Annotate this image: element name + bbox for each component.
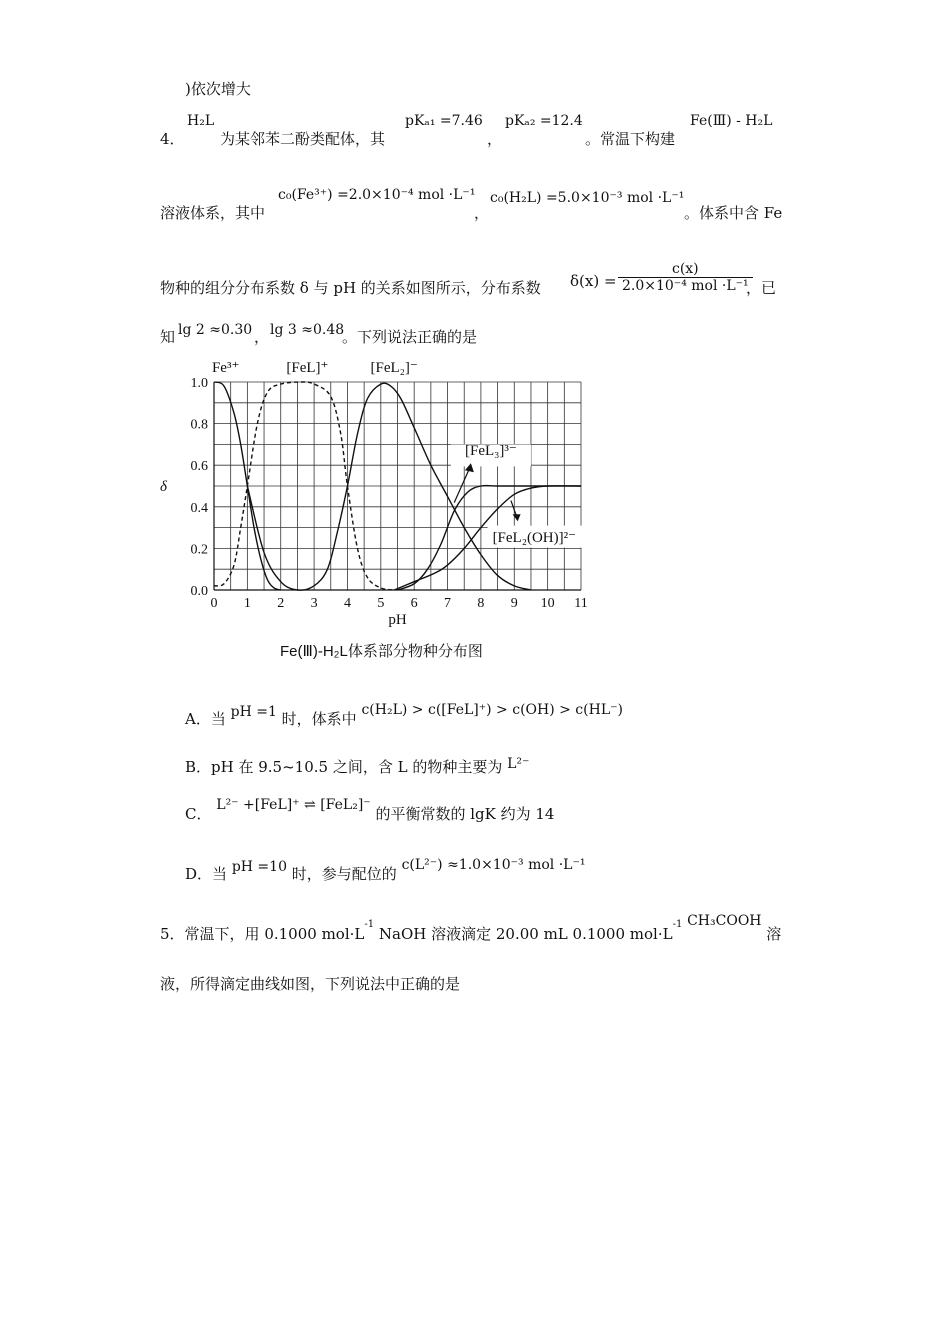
q4-line2-text: 溶液体系，其中 xyxy=(160,204,266,222)
x-tick-label: 3 xyxy=(310,596,318,611)
option-b xyxy=(185,756,529,777)
q4-line2-comma: ， xyxy=(474,204,490,222)
option-a xyxy=(185,702,623,729)
x-tick-label: 1 xyxy=(243,596,251,611)
distribution-chart xyxy=(150,350,610,640)
chart-labels xyxy=(212,360,584,548)
option-b-label: B．pH 在 9.5~10.5 之间，含 L 的物种主要为 xyxy=(185,758,503,776)
x-tick-label: 9 xyxy=(510,596,518,611)
x-tick-label: 5 xyxy=(377,596,385,611)
q4-line4-text: 知 xyxy=(160,328,176,346)
q4-line2-text2: 。体系中含 Fe xyxy=(684,204,783,222)
y-tick-label: 0.6 xyxy=(190,459,208,475)
q4-ligand-formula: H₂L xyxy=(187,113,215,129)
y-tick-label: 1.0 xyxy=(190,376,208,391)
q4-line1-text: 为某邻苯二酚类配体，其 xyxy=(220,130,386,148)
label-fel: [FeL]⁺ xyxy=(286,360,329,376)
x-tick-label: 6 xyxy=(410,596,418,611)
fraction-numerator: c(x) xyxy=(618,261,753,278)
option-c-expression: L²⁻ +[FeL]⁺ ⇌ [FeL₂]⁻ xyxy=(216,797,371,813)
q4-delta-lhs: δ(x) = xyxy=(570,272,617,290)
q4-fe-concentration: c₀(Fe³⁺) =2.0×10⁻⁴ mol ·L⁻¹ xyxy=(278,187,476,203)
y-tick-label: 0.2 xyxy=(190,542,208,558)
y-tick-label: 0.0 xyxy=(190,584,208,599)
q5-unit-sup-2: -1 xyxy=(672,919,683,930)
y-tick-label: 0.4 xyxy=(190,500,208,516)
q4-line4-comma: ， xyxy=(254,328,270,346)
q4-system-label: Fe(Ⅲ) - H₂L xyxy=(690,113,773,129)
option-d-text: 时，参与配位的 xyxy=(291,865,397,883)
x-tick-label: 7 xyxy=(444,596,452,611)
q5-line1-text: 常温下，用 0.1000 mol·L xyxy=(184,925,365,943)
q5-line1-text3: 溶 xyxy=(766,925,782,943)
option-a-expression: c(H₂L) > c([FeL]⁺) > c(OH) > c(HL⁻) xyxy=(361,702,623,718)
option-d xyxy=(185,857,586,884)
y-tick-label: 0.8 xyxy=(190,417,208,433)
q4-pka1: pKₐ₁ =7.46 xyxy=(405,113,483,129)
x-tick-label: 11 xyxy=(574,596,588,611)
q5-line1 xyxy=(160,913,782,944)
x-tick-label: 10 xyxy=(540,596,555,611)
q4-number: 4． xyxy=(160,130,185,148)
q5-line2: 液，所得滴定曲线如图，下列说法中正确的是 xyxy=(160,975,461,993)
q4-line4-text2: 。下列说法正确的是 xyxy=(342,328,478,346)
option-c-text: 的平衡常数的 lgK 约为 14 xyxy=(375,805,555,823)
q4-line1-text2: 。常温下构建 xyxy=(585,130,676,148)
arrowhead-fel2oh xyxy=(513,514,521,521)
option-c-label: C． xyxy=(185,805,212,823)
x-tick-label: 4 xyxy=(343,596,351,611)
q4-delta-fraction xyxy=(618,261,753,294)
option-b-expression: L²⁻ xyxy=(507,756,530,772)
option-c xyxy=(185,797,555,824)
label-fel3: [FeL₃]³⁻ xyxy=(465,442,517,459)
q4-lg3: lg 3 ≈0.48 xyxy=(270,322,345,338)
q4-h2l-concentration: c₀(H₂L) =5.0×10⁻³ mol ·L⁻¹ xyxy=(490,190,685,206)
chart-axes xyxy=(160,376,588,628)
q5-unit-sup-1: -1 xyxy=(364,919,375,930)
q4-pka2: pKₐ₂ =12.4 xyxy=(505,113,583,129)
q4-line1-comma: ， xyxy=(487,130,503,148)
q5-acetic-acid: CH₃COOH xyxy=(687,913,762,929)
x-tick-label: 8 xyxy=(477,596,485,611)
q5-line1-text2: NaOH 溶液滴定 20.00 mL 0.1000 mol·L xyxy=(374,925,673,943)
option-d-expression: c(L²⁻) ≈1.0×10⁻³ mol ·L⁻¹ xyxy=(401,857,586,873)
label-fel2: [FeL₂]⁻ xyxy=(370,360,418,376)
text-line-0: )依次增大 xyxy=(185,80,251,98)
option-d-label: D．当 xyxy=(185,865,228,883)
x-axis-label: pH xyxy=(388,612,407,628)
fraction-denominator: 2.0×10⁻⁴ mol ·L⁻¹ xyxy=(622,278,749,294)
q5-number: 5． xyxy=(160,925,185,943)
option-a-label: A．当 xyxy=(185,710,226,728)
option-d-condition: pH =10 xyxy=(231,859,287,875)
q4-line3-text2: ，已 xyxy=(746,279,777,297)
chart-caption: Fe(Ⅲ)-H₂L体系部分物种分布图 xyxy=(280,643,483,660)
q4-line3-text: 物种的组分分布系数 δ 与 pH 的关系如图所示，分布系数 xyxy=(160,279,541,297)
q4-lg2: lg 2 ≈0.30 xyxy=(178,322,253,338)
x-tick-label: 2 xyxy=(277,596,285,611)
x-tick-label: 0 xyxy=(210,596,218,611)
series-line xyxy=(247,383,531,590)
option-a-text: 时，体系中 xyxy=(281,710,357,728)
label-fel2oh: [FeL₂(OH)]²⁻ xyxy=(492,530,577,547)
y-axis-label: δ xyxy=(160,479,167,495)
label-fe3: Fe³⁺ xyxy=(211,360,240,376)
option-a-condition: pH =1 xyxy=(230,704,277,720)
